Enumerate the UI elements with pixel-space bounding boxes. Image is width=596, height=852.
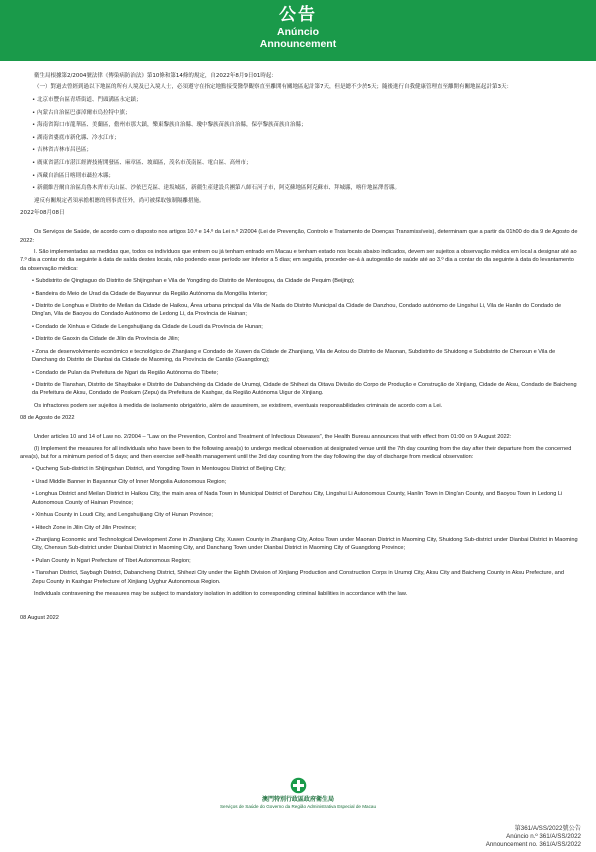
announcement-body bbox=[20, 72, 578, 622]
en-item: • Urad Middle Banner in Bayannur City of Inner Mongolia Autonomous Region; bbox=[32, 478, 227, 485]
zh-item: • 海南省海口市龍華區、美蘭區，儋州市那大鎮，樂東黎族自治縣、瓊中黎族苗族自治縣，保亭黎族苗族自治縣； bbox=[32, 122, 307, 129]
pt-item: • Condado de Pulan da Prefeitura de Ngari da Região Autónoma do Tibete; bbox=[32, 369, 219, 376]
health-bureau-footer bbox=[0, 777, 596, 810]
zh-closing: 違反有關規定者須承擔相應的刑事責任外，尚可被採取強制隔離措施。 bbox=[34, 197, 205, 204]
zh-date: 2022年08月08日 bbox=[20, 209, 65, 216]
pt-date: 08 de Agosto de 2022 bbox=[20, 414, 75, 421]
pt-item: • Condado de Xinhua e Cidade de Lengshuijiang da Cidade de Loudi da Província de Hunan; bbox=[32, 323, 263, 330]
zh-item: • 吉林省吉林市昌邑區； bbox=[32, 147, 93, 154]
org-name-pt: Serviços de Saúde do Governo da Região Administrativa Especial de Macau bbox=[219, 804, 377, 809]
pt-closing: Os infractores podem ser sujeitos à medida de isolamento obrigatório, além de assumirem, se existirem, eventuais responsabilidades criminais de acordo com a Lei. bbox=[34, 402, 443, 409]
pt-clause: I. São implementadas as medidas que, todos os indivíduos que entrem ou já tenham entrado em Macau e tenham estado nos locais abaixo indicados, devem ser sujeitos a observação médica em local a designar até ao 7.º dia a contar do dia seguinte à data de saída destes locais, não podendo esse período ser inferior a 5 dias; em seguida, proceder-se-á à autogestão de saúde até ao 3.º dia a contar do dia seguinte à data do levantamento da observação médica: bbox=[20, 248, 577, 272]
en-intro: Under articles 10 and 14 of Law no. 2/2004 – “Law on the Prevention, Control and Treatment of Infectious Diseases”, the Health Bureau announces that with effect from 01:00 on 9 August 2022: bbox=[34, 434, 512, 441]
zh-clause: （一）對過去曾經到過以下地區的所有人境及已入境人士，必須遵守在指定地點接受醫學觀察直至離開有關地區起計第7天，但是總不少於5天；隨後進行自我健康管理直至離開有關地區起計第3天： bbox=[34, 84, 513, 91]
pt-item: • Zona de desenvolvimento económico e tecnológico de Zhanjiang e Condado de Xuwen da Cidade de Zhanjiang, Vila de Aotou do Distrito de Maonan, Subdistrito de Shuidong e Subdistrito de Chenxun e Vila de Danchang do Distrito de Dianbai da Cidade de Maoming, da Província de Cantão (Guangdong); bbox=[32, 348, 556, 364]
en-item: • Zhanjiang Economic and Technological Development Zone in Zhanjiang City, Xuwen County in Zhanjiang City, Aotou Town under Maonan District in Maoming City, Shuidong Sub-district under Dianbai District in Maoming City, Chenxun Sub-district under Dianbai District in Maoming City, and Danchang Town under Dianbai District in Maoming City of Guangdong Province; bbox=[32, 537, 578, 552]
zh-item: • 北京市豐台區青塔街道、門頭溝區永定鎮； bbox=[32, 97, 142, 103]
section-pt bbox=[20, 228, 578, 422]
zh-item: • 新疆維吾爾自治區烏魯木齊市天山區、沙依巴克區、達坂城區，新疆生產建設兵團第八師石河子市，阿克蘇地區阿克蘇市、拜城縣，喀什地區澤普縣。 bbox=[32, 185, 401, 192]
notice-number-en: Announcement no. 361/A/SS/2022 bbox=[485, 841, 581, 848]
health-bureau-logo-icon bbox=[290, 777, 307, 794]
pt-item: • Bandeira do Meio de Urad da Cidade de Bayannur da Região Autónoma da Mongólia Interior; bbox=[32, 290, 268, 297]
section-zh bbox=[20, 72, 578, 217]
en-item: • Longhua District and Meilan District in Haikou City, the main area of Nada Town in Municipal District of Danzhou City, Lingshui Li Autonomous County, Hanlin Town in Ding'an County, and Baoyou Town in Ledong Li Autonomous County of Hainan Province; bbox=[32, 491, 563, 506]
zh-item: • 內蒙古自治區巴彥淖爾市烏拉特中旗； bbox=[32, 109, 131, 116]
pt-item: • Distrito de Tianshan, Distrito de Shayibake e Distrito de Dabanchéng da Cidade de Urumqi, Cidade de Shihezi da Oitava Divisão do Corpo de Produção e Construção de Xinjiang, Cidade de Aksu, Condado de Baicheng da Prefeitura de Aksu, Condado de Poskam (Zepu) da Prefeitura de Kashgar, da Região Autónoma Uigur de Xinjiang. bbox=[32, 382, 577, 397]
zh-item: • 湖南省婁底市新化縣、冷水江市； bbox=[32, 134, 120, 141]
en-item: • Qucheng Sub-district in Shijingshan District, and Yongding Town in Mentougou District of Beijing City; bbox=[32, 466, 286, 473]
notice-number-pt: Anúncio n.º 361/A/SS/2022 bbox=[506, 833, 581, 840]
en-item: • Tianshan District, Saybagh District, Dabancheng District, Shihezi City under the Eighth Division of Xinjiang Production and Construction Corps in Urumqi City, Aksu City and Baicheng County in Aksu Prefecture, and Zepu County in Kashgar Prefecture of Xinjiang Uyghur Autonomous Region. bbox=[32, 570, 564, 585]
en-item: • Hitech Zone in Jilin City of Jilin Province; bbox=[32, 524, 137, 531]
announcement-header bbox=[0, 0, 596, 61]
pt-item: • Distrito de Gaoxin da Cidade de Jilin da Província de Jilin; bbox=[32, 336, 180, 343]
header-title-zh: 公告 bbox=[279, 5, 317, 25]
org-name-zh: 澳門特別行政區政府衛生局 bbox=[261, 796, 334, 803]
zh-item: • 西藏自治區日喀則市聶拉木縣； bbox=[32, 172, 115, 179]
en-clause: (I) Implement the measures for all individuals who have been to the following area(s) to undergo medical observation at designated venue until the 7th day counting from the day after their departure from the concerned area(s), but for a minimum period of 5 days; and then exercise self-health management until the 3rd day counting from the day following the day of discharge from medical observation: bbox=[20, 445, 572, 460]
section-en bbox=[20, 433, 578, 622]
header-title-en: Announcement bbox=[259, 38, 337, 50]
header-title-pt: Anúncio bbox=[277, 26, 319, 38]
en-item: • Xinhua County in Loudi City, and Lengshuijiang City of Hunan Province; bbox=[32, 512, 213, 519]
pt-intro: Os Serviços de Saúde, de acordo com o disposto nos artigos 10.º e 14.º da Lei n.º 2/2004 (Lei de Prevenção, Controlo e Tratamento de Doenças Transmissíveis), determinam que a partir da 01h00 do dia 9 de Agosto de 2022: bbox=[20, 229, 578, 244]
pt-item: • Distrito de Longhua e Distrito de Meilan da Cidade de Haikou, Área urbana principal da Vila de Nada do Distrito Municipal da Cidade de Danzhou, Condado autónomo de Lingshui Li, Vila de Hanlin do Condado de Ding'an, Vila de Baoyou do Condado Autónomo de Ledong Li, da Província de Hainan; bbox=[32, 303, 562, 318]
en-date: 08 August 2022 bbox=[20, 615, 59, 622]
notice-number-zh: 第361/A/SS/2022號公告 bbox=[514, 825, 581, 832]
notice-number bbox=[486, 825, 581, 849]
en-item: • Pulan County in Ngari Prefecture of Tibet Autonomous Region; bbox=[32, 557, 191, 564]
zh-item: • 廣東省湛江市湛江經濟技術開發區、麻章區、坡頭區，茂名市茂南區、電白區、高州市； bbox=[32, 159, 252, 166]
zh-intro: 衛生局根據第2/2004號法律《傳染病防治法》第10條和第14條的規定，自2022年8月9日01時起： bbox=[34, 73, 277, 79]
en-closing: Individuals contravening the measures may be subject to mandatory isolation in addition to corresponding criminal liabilities in accordance with the law. bbox=[34, 590, 408, 597]
pt-item: • Subdistrito de Qingtaguo do Distrito de Shijingshan e Vila de Yongding do Distrito de Mentougou, da Cidade de Pequim (Beijing); bbox=[32, 278, 355, 285]
